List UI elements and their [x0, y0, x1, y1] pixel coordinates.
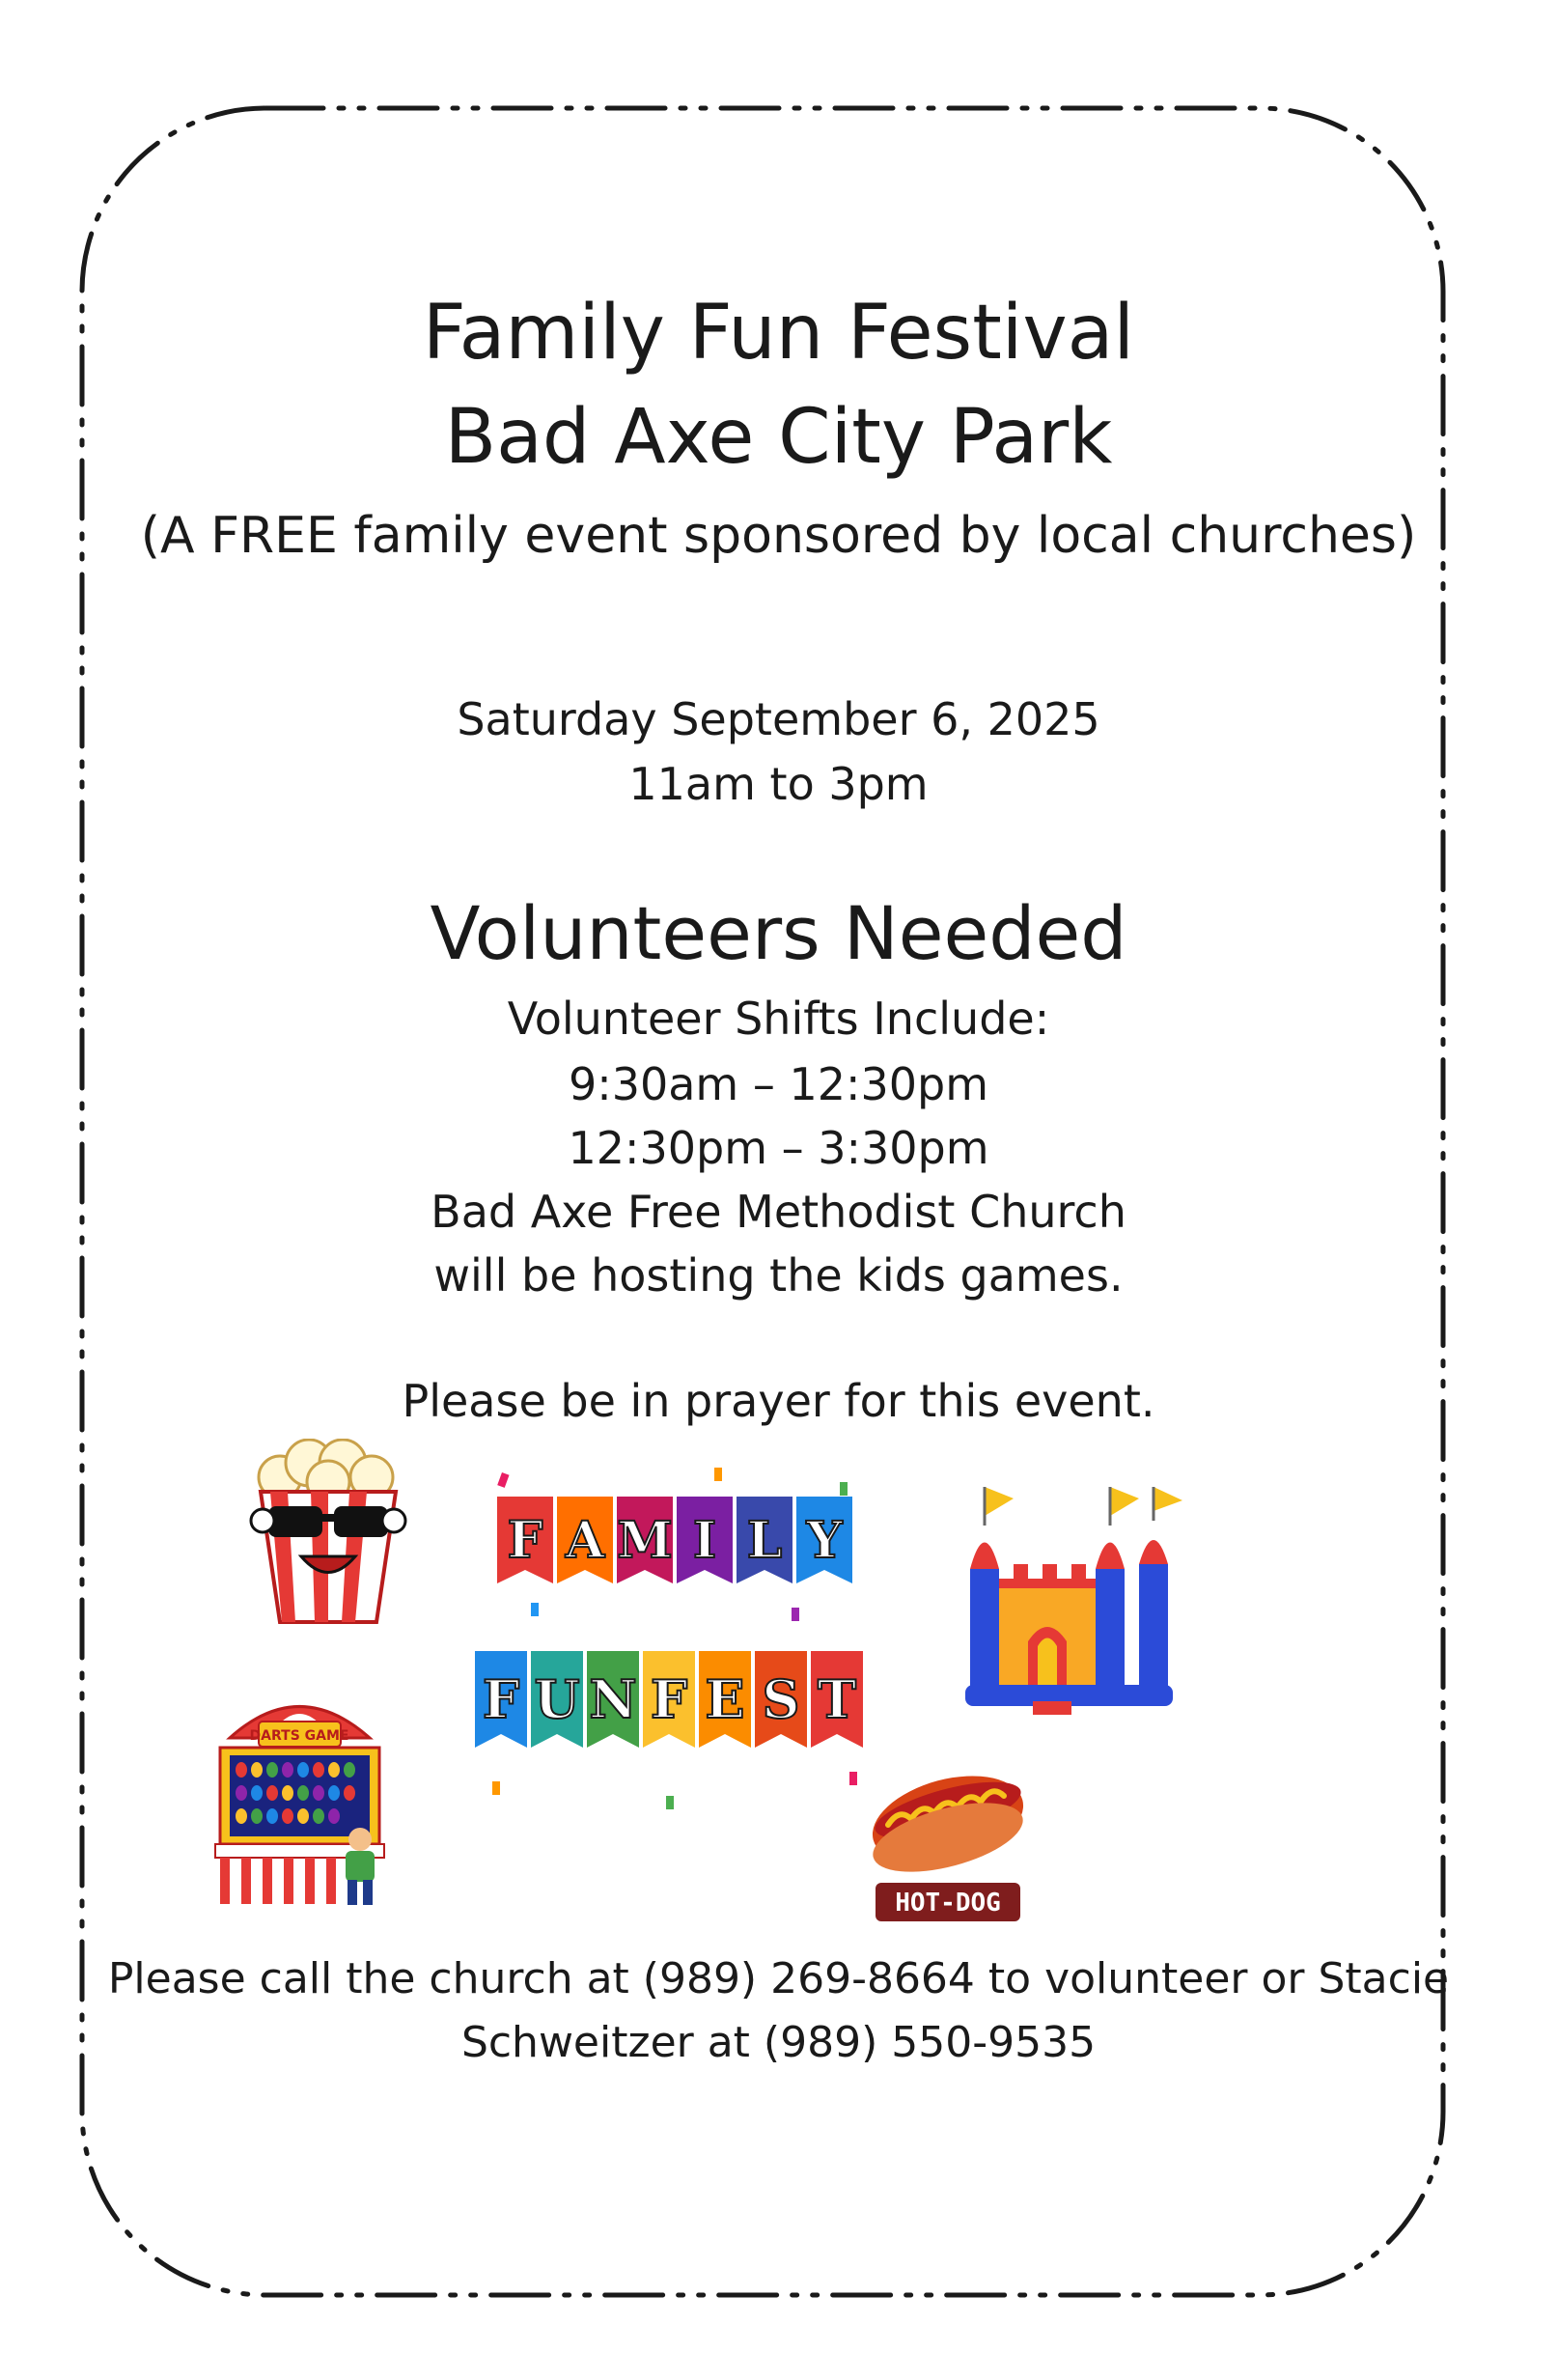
- banner-letter: F: [482, 1668, 520, 1730]
- booth-sign: DARTS GAME: [249, 1728, 349, 1744]
- volunteers-heading: Volunteers Needed: [430, 890, 1127, 976]
- banner-letter: Y: [806, 1511, 843, 1570]
- event-date: Saturday September 6, 2025: [457, 693, 1100, 745]
- host-line-1: Bad Axe Free Methodist Church: [431, 1186, 1126, 1238]
- host-line-2: will be hosting the kids games.: [433, 1249, 1124, 1302]
- banner-letter: M: [617, 1511, 673, 1570]
- event-location: Bad Axe City Park: [444, 394, 1113, 481]
- banner-letter: F: [650, 1668, 688, 1730]
- banner-letter: L: [746, 1511, 783, 1570]
- banner-letter: N: [589, 1668, 637, 1730]
- hot-dog-label: HOT-DOG: [895, 1889, 1001, 1918]
- event-subtitle: (A FREE family event sponsored by local churches): [140, 507, 1417, 565]
- family-fun-fest-banner: [473, 1463, 874, 1815]
- banner-letter: A: [565, 1511, 605, 1570]
- shift-1: 9:30am – 12:30pm: [568, 1058, 989, 1110]
- prayer-line: Please be in prayer for this event.: [402, 1375, 1155, 1427]
- banner-flags-family: [497, 1497, 852, 1583]
- event-time: 11am to 3pm: [628, 758, 929, 810]
- banner-letter: I: [692, 1511, 717, 1570]
- banner-letter: U: [534, 1668, 580, 1730]
- contact-line-1: Please call the church at (989) 269-8664 to volunteer or Stacie: [107, 1954, 1450, 2003]
- shift-2: 12:30pm – 3:30pm: [568, 1122, 989, 1174]
- banner-letter: F: [507, 1511, 543, 1570]
- banner-letter: E: [705, 1668, 745, 1730]
- hot-dog-icon: [864, 1752, 1033, 1926]
- contact-line-2: Schweitzer at (989) 550-9535: [460, 2018, 1097, 2067]
- shifts-intro: Volunteer Shifts Include:: [507, 993, 1050, 1045]
- popcorn-icon: [241, 1439, 415, 1632]
- darts-booth-icon: [210, 1694, 389, 1907]
- banner-letter: S: [762, 1668, 800, 1730]
- bounce-house-icon: [965, 1487, 1187, 1719]
- banner-letter: T: [817, 1668, 857, 1730]
- event-title: Family Fun Festival: [422, 290, 1135, 377]
